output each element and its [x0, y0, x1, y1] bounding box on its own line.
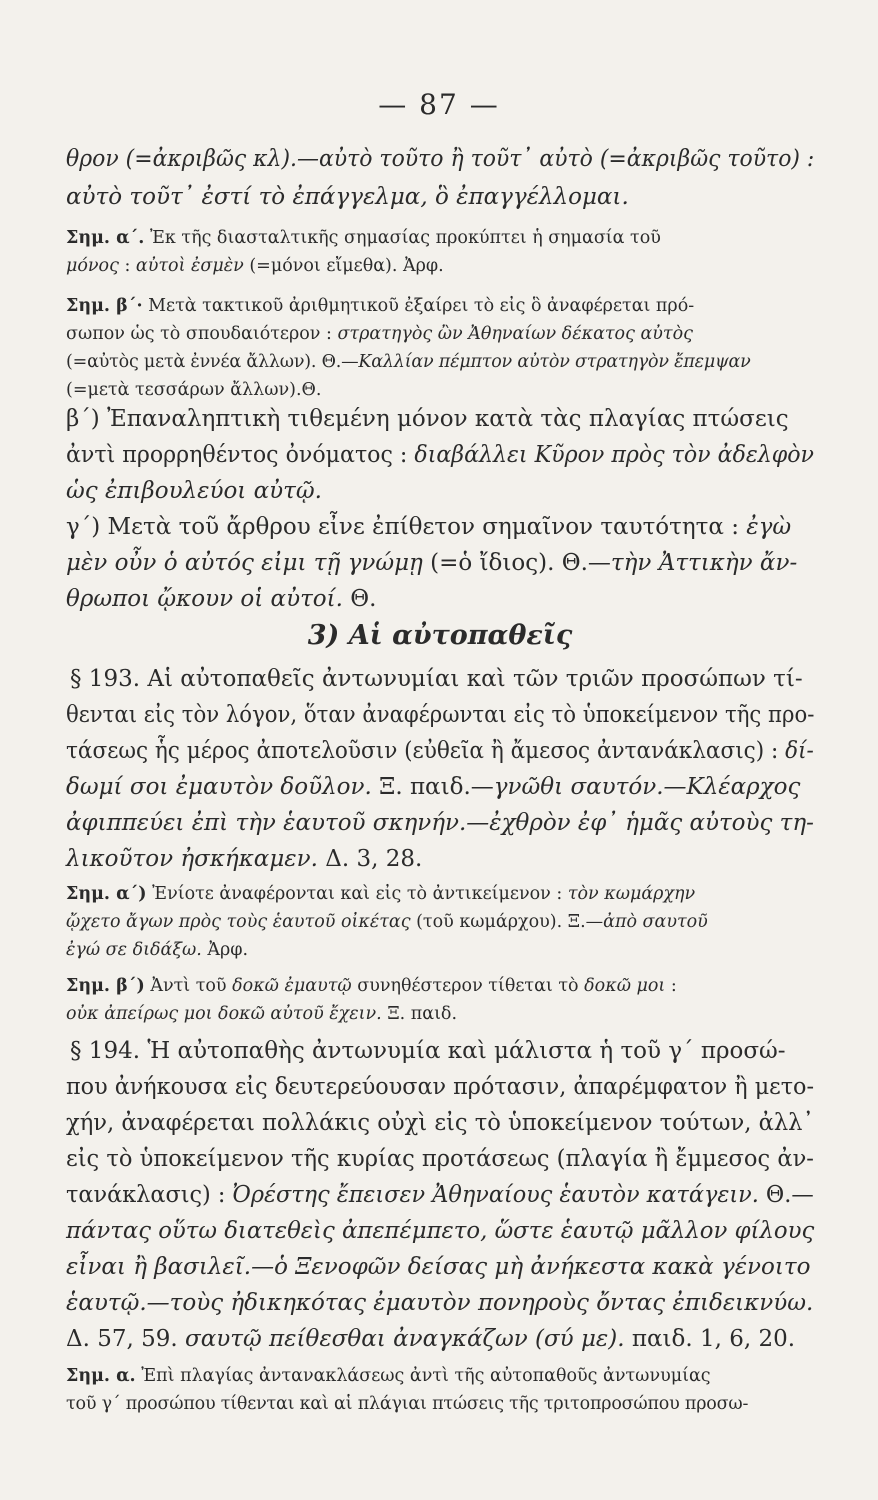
text-span: Ἐκ τῆς διασταλτικῆς σημασίας προκύπτει ἡ σημασία τοῦ — [144, 228, 661, 248]
text-span: : — [665, 976, 677, 996]
text-line — [66, 812, 814, 835]
note-line — [66, 942, 248, 960]
text-span: διαβάλλει Κῦρον πρὸς τὸν ἀδελφὸν — [414, 442, 814, 468]
note-line — [66, 1396, 748, 1414]
text-span: γνῶθι σαυτόν.—Κλέαρχος — [493, 774, 801, 800]
text-span: αὐτοὶ ἐσμὲν — [135, 256, 244, 276]
section-heading: 3) Αἱ αὐτοπαθεῖς — [307, 620, 573, 651]
text-line — [66, 408, 789, 431]
text-span: (=αὐτὸς μετὰ ἐννέα ἄλλων). Θ.— — [66, 352, 359, 372]
text-span: που ἀνήκουσα εἰς δευτερεύουσαν πρότασιν, ἀπαρέμφατον ἢ μετο- — [66, 1074, 815, 1100]
text-span: λικοῦτον ἠσκήκαμεν. — [66, 846, 318, 872]
text-span: τὴν Ἀττικὴν ἄν- — [610, 550, 798, 576]
text-span: (τοῦ κωμάρχου). Ξ.— — [410, 912, 604, 932]
text-span: θενται εἰς τὸν λόγον, ὅταν ἀναφέρωνται εἰς τὸ ὑποκείμενον τῆς προ- — [66, 702, 815, 728]
text-span: αὐτὸ τοῦτο ἢ τοῦτ᾽ αὐτὸ — [318, 146, 593, 172]
text-line — [66, 740, 814, 763]
note-line — [66, 326, 693, 344]
text-span: τοῦ γ΄ προσώπου τίθενται καὶ αἱ πλάγιαι πτώσεις τῆς τριτοπροσώπου προσω- — [66, 1394, 749, 1414]
text-span: μόνος — [66, 256, 119, 276]
note-line — [66, 886, 695, 904]
text-span: μὲν οὖν ὁ αὐτός εἰμι τῇ γνώμῃ — [66, 550, 423, 576]
text-line — [66, 776, 800, 799]
text-span: ἀφιππεύει ἐπὶ τὴν ἑαυτοῦ σκηνήν.—ἐχθρὸν ἐφ᾽ ἡμᾶς αὐτοὺς τη- — [66, 810, 814, 836]
text-span: Ξ. παιδ.— — [371, 774, 494, 800]
text-span: πάντας οὕτω διατεθεὶς ἀπεπέμπετο, ὥστε ἑαυτῷ μᾶλλον φίλους — [66, 1218, 815, 1244]
text-span: § 194. Ἡ αὐτοπαθὴς ἀντωνυμία καὶ μάλιστα ἡ τοῦ γ΄ προσώ- — [70, 1038, 786, 1064]
text-span: παιδ. 1, 6, 20. — [624, 1326, 796, 1352]
text-span: δωμί σοι ἐμαυτὸν δοῦλον. — [66, 774, 372, 800]
text-span: ἑαυτῷ.—τοὺς ἠδικηκότας ἐμαυτὸν πονηροὺς ὄντας ἐπιδεικνύω. — [66, 1290, 814, 1316]
text-line — [66, 480, 322, 503]
text-span: Ὀρέστης ἔπεισεν Ἀθηναίους ἑαυτὸν κατάγειν. — [232, 1182, 759, 1208]
text-span: ὡς ἐπιβουλεύοι αὐτῷ. — [66, 478, 322, 504]
text-span: οὐκ ἀπείρως μοι δοκῶ αὐτοῦ ἔχειν. — [66, 1004, 382, 1024]
text-line — [66, 1148, 814, 1171]
text-span: (=ἀκριβῶς τοῦτο) : — [599, 146, 815, 172]
text-span: δοκῶ μοι — [584, 976, 666, 996]
text-line — [70, 668, 803, 691]
text-line — [66, 552, 797, 575]
text-span: εἶναι ἢ βασιλεῖ.—ὁ Ξενοφῶν δείσας μὴ ἀνήκεστα κακὰ γένοιτο — [66, 1254, 811, 1280]
text-span: Ἀντὶ τοῦ — [144, 976, 233, 996]
text-line — [66, 848, 422, 871]
note-line — [66, 298, 694, 316]
text-line — [66, 1112, 814, 1135]
text-span: τάσεως ἧς μέρος ἀποτελοῦσιν (εὐθεῖα ἢ ἄμεσος ἀντανάκλασις) : — [66, 738, 786, 764]
note-line — [66, 354, 751, 372]
text-span: Ἐνίοτε ἀναφέρονται καὶ εἰς τὸ ἀντικείμενον : — [146, 884, 568, 904]
note-label: Σημ. β΄· — [66, 296, 143, 316]
text-span: Δ. 57, 59. — [66, 1326, 186, 1352]
text-span: δοκῶ ἐμαυτῷ — [232, 976, 352, 996]
text-span: (=μετὰ τεσσάρων ἄλλων).Θ. — [66, 380, 322, 400]
text-span: Ἀρφ. — [201, 940, 249, 960]
text-span: γ΄) Μετὰ τοῦ ἄρθρου εἶνε ἐπίθετον σημαῖνον ταυτότητα : — [66, 514, 747, 540]
text-span: Θ. — [342, 586, 377, 612]
text-span: συνηθέστερον τίθεται τὸ — [351, 976, 585, 996]
text-line — [66, 444, 814, 467]
text-span: θρον (=ἀκριβῶς κλ).— — [66, 146, 319, 172]
page-number: — 87 — — [378, 88, 500, 121]
text-span: δί- — [785, 738, 814, 764]
text-span: : — [118, 256, 136, 276]
text-span: β΄) Ἐπαναληπτικὴ τιθεμένη μόνον κατὰ τὰς πλαγίας πτώσεις — [66, 406, 789, 432]
text-line — [66, 1328, 795, 1351]
text-span: ἐγώ σε διδάξω. — [66, 940, 202, 960]
text-span: τὸν κωμάρχην — [567, 884, 696, 904]
text-span: Ἐπὶ πλαγίας ἀντανακλάσεως ἀντὶ τῆς αὐτοπαθοῦς ἀντωνυμίας — [135, 1366, 711, 1386]
note-label: Σημ. α. — [66, 1366, 136, 1386]
note-line — [66, 1368, 711, 1386]
text-span: Θ.— — [758, 1182, 814, 1208]
text-line — [66, 1076, 814, 1099]
text-span: στρατηγὸς ὢν Ἀθηναίων δέκατος αὐτὸς — [337, 324, 693, 344]
note-line — [66, 230, 661, 248]
note-label: Σημ. α΄. — [66, 228, 145, 248]
text-span: αὐτὸ τοῦτ᾽ ἐστί τὸ ἐπάγγελμα, ὃ ἐπαγγέλλομαι. — [66, 184, 629, 210]
text-span: σαυτῷ πείθεσθαι ἀναγκάζων (σύ με). — [185, 1326, 625, 1352]
text-line — [66, 1220, 814, 1243]
text-span: ἀπὸ σαυτοῦ — [603, 912, 708, 932]
text-line — [66, 1256, 810, 1279]
text-span: (=ὁ ἴδιος). Θ.— — [422, 550, 611, 576]
text-span: ἐγὼ — [746, 514, 792, 540]
note-line — [66, 258, 444, 276]
text-span: ἀντὶ προρρηθέντος ὀνόματος : — [66, 442, 415, 468]
text-span: τανάκλασις) : — [66, 1182, 233, 1208]
note-label: Σημ. β΄) — [66, 976, 145, 996]
text-span: σωπον ὡς τὸ σπουδαιότερον : — [66, 324, 338, 344]
note-line — [66, 382, 321, 400]
note-line — [66, 914, 708, 932]
text-line — [70, 1040, 786, 1063]
text-line — [66, 1292, 813, 1315]
text-span: θρωποι ᾤκουν οἱ αὐτοί. — [66, 586, 343, 612]
note-line — [66, 978, 677, 996]
text-span: (=μόνοι εἴμεθα). Ἀρφ. — [243, 256, 444, 276]
text-span: Μετὰ τακτικοῦ ἀριθμητικοῦ ἐξαίρει τὸ εἰς ὃ ἀναφέρεται πρό- — [142, 296, 695, 316]
text-line — [66, 704, 814, 727]
note-line — [66, 1006, 457, 1024]
text-line — [66, 186, 629, 209]
text-line — [66, 148, 814, 171]
text-line — [66, 1184, 814, 1207]
text-span: χήν, ἀναφέρεται πολλάκις οὐχὶ εἰς τὸ ὑποκείμενον τούτων, ἀλλ᾽ — [66, 1110, 814, 1136]
text-line — [66, 588, 376, 611]
text-span: Ξ. παιδ. — [381, 1004, 458, 1024]
text-span: Δ. 3, 28. — [317, 846, 423, 872]
text-span: Καλλίαν πέμπτον αὐτὸν στρατηγὸν ἔπεμψαν — [358, 352, 751, 372]
text-span: εἰς τὸ ὑποκείμενον τῆς κυρίας προτάσεως (πλαγία ἢ ἔμμεσος ἀν- — [66, 1146, 814, 1172]
text-line — [66, 516, 791, 539]
note-label: Σημ. α΄) — [66, 884, 147, 904]
text-span: ᾤχετο ἄγων πρὸς τοὺς ἑαυτοῦ οἰκέτας — [66, 912, 411, 932]
text-span: § 193. Αἱ αὐτοπαθεῖς ἀντωνυμίαι καὶ τῶν τριῶν προσώπων τί- — [70, 666, 803, 692]
